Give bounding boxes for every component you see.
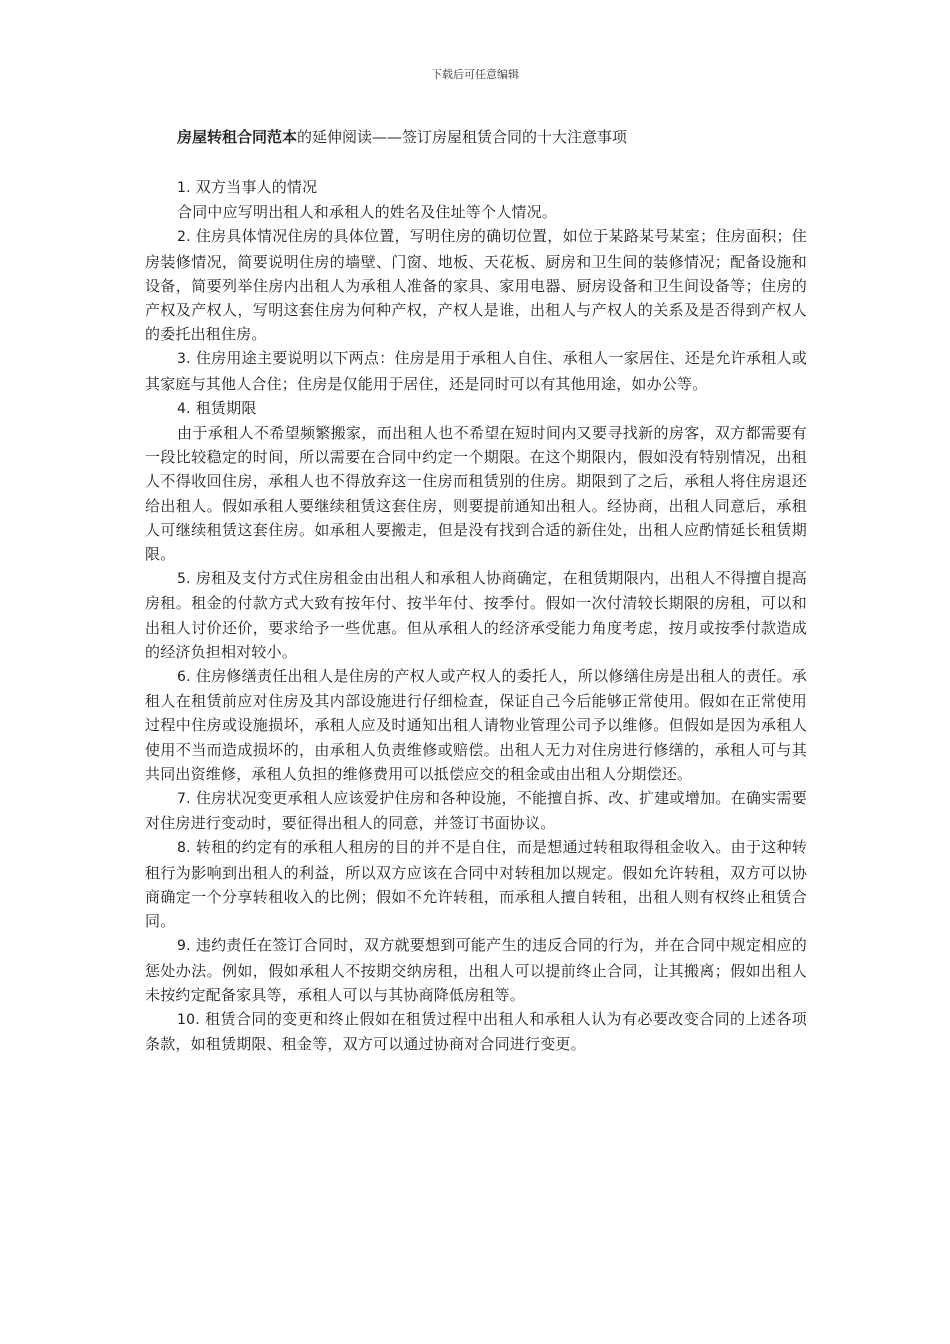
section-text: 转租的约定有的承租人租房的目的并不是自住，而是想通过转租取得租金收入。由于这种转租行为影响到出租人的利益，所以双方应该在合同中对转租加以规定。假如允许转租，双方可以协商确定一个分享转租收入的比例；假如不允许转租，而承租人擅自转租，出租人则有权终止租赁合同。: [145, 838, 808, 931]
section-number: 7.: [177, 791, 191, 808]
section-3: [145, 346, 807, 395]
section-text: 住房修缮责任出租人是住房的产权人或产权人的委托人，所以修缮住房是出租人的责任。承租人在租赁前应对住房及其内部设施进行仔细检查，保证自己今后能够正常使用。假如在正常使用过程中住房或设施损坏，承租人应及时通知出租人请物业管理公司予以维修。但假如是因为承租人使用不当而造成损坏的，由承租人负责维修或赔偿。出租人无力对住房进行修缮的，承租人可与其共同出资维修，承租人负担的维修费用可以抵偿应交的租金或由出租人分期偿还。: [145, 667, 808, 783]
section-4-heading: [145, 396, 807, 421]
section-text: 违约责任在签订合同时，双方就要想到可能产生的违反合同的行为，并在合同中规定相应的惩处办法。例如，假如承租人不按期交纳房租，出租人可以提前终止合同，让其搬离；假如出租人未按约定配备家具等，承租人可以与其协商降低房租等。: [145, 936, 808, 1004]
section-number: 6.: [177, 669, 191, 686]
section-text: 租赁期限: [195, 398, 257, 417]
section-7: [145, 786, 807, 835]
section-text: 住房用途主要说明以下两点：住房是用于承租人自住、承租人一家居住、还是允许承租人或其家庭与其他人合住；住房是仅能用于居住，还是同时可以有其他用途，如办公等。: [145, 349, 808, 393]
section-text: 住房具体情况住房的具体位置，写明住房的确切位置，如位于某路某号某室；住房面积；住房装修情况，简要说明住房的墙壁、门窗、地板、天花板、厨房和卫生间的装修情况；配备设施和设备，简要列举住房内出租人为承租人准备的家具、家用电器、厨房设备和卫生间设备等；住房的产权及产权人，写明这套住房为何种产权，产权人是谁，出租人与产权人的关系及是否得到产权人的委托出租住房。: [145, 227, 808, 344]
section-5: [145, 566, 807, 664]
section-number: 1.: [177, 180, 191, 196]
section-text: 由于承租人不希望频繁搬家，而出租人也不希望在短时间内又要寻找新的房客，双方都需要有一段比较稳定的时间，所以需要在合同中约定一个期限。在这个期限内，假如没有特别情况，出租人不得收回住房，承租人也不得放弃这一住房而租赁别的住房。期限到了之后，承租人将住房退还给出租人。假如承租人要继续租赁这套住房，则要提前通知出租人。经协商，出租人同意后，承租人可继续租赁这套住房。如承租人要搬走，但是没有找到合适的新住处，出租人应酌情延长租赁期限。: [145, 424, 807, 564]
section-number: 2.: [177, 229, 191, 246]
section-6: [145, 664, 807, 786]
section-1-body: [145, 200, 807, 224]
section-1-heading: [145, 175, 807, 200]
title-rest-part: 的延伸阅读——签订房屋租赁合同的十大注意事项: [297, 128, 628, 146]
section-4-body: [145, 421, 807, 566]
section-text: 房租及支付方式住房租金由出租人和承租人协商确定，在租赁期限内，出租人不得擅自提高房租。租金的付款方式大致有按年付、按半年付、按季付。假如一次付清较长期限的房租，可以和出租人讨价还价，要求给予一些优惠。但从承租人的经济承受能力角度考虑，按月或按季付款造成的经济负担相对较小。: [145, 569, 808, 661]
section-text: 双方当事人的情况: [195, 178, 318, 196]
section-number: 10.: [177, 1011, 200, 1028]
title-bold-part: 房屋转租合同范本: [177, 128, 298, 146]
section-number: 3.: [177, 351, 191, 368]
section-number: 5.: [177, 571, 191, 588]
section-text: 租赁合同的变更和终止假如在租赁过程中出租人和承租人认为有必要改变合同的上述各项条款，如租赁期限、租金等，双方可以通过协商对合同进行变更。: [145, 1009, 808, 1054]
section-number: 9.: [177, 938, 191, 955]
section-text: 合同中应写明出租人和承租人的姓名及住址等个人情况。: [177, 203, 558, 222]
section-text: 住房状况变更承租人应该爱护住房和各种设施，不能擅自拆、改、扩建或增加。在确实需要对住房进行变动时，要征得出租人的同意，并签订书面协议。: [145, 789, 808, 833]
section-number: 4.: [177, 400, 191, 417]
section-number: 8.: [177, 840, 191, 857]
page-header: 下载后可任意编辑: [431, 68, 519, 81]
section-10: [145, 1007, 807, 1056]
document-body: [145, 125, 807, 1056]
document-title: [177, 125, 807, 149]
section-8: [145, 835, 807, 933]
section-2: [145, 224, 807, 346]
section-9: [145, 933, 807, 1007]
